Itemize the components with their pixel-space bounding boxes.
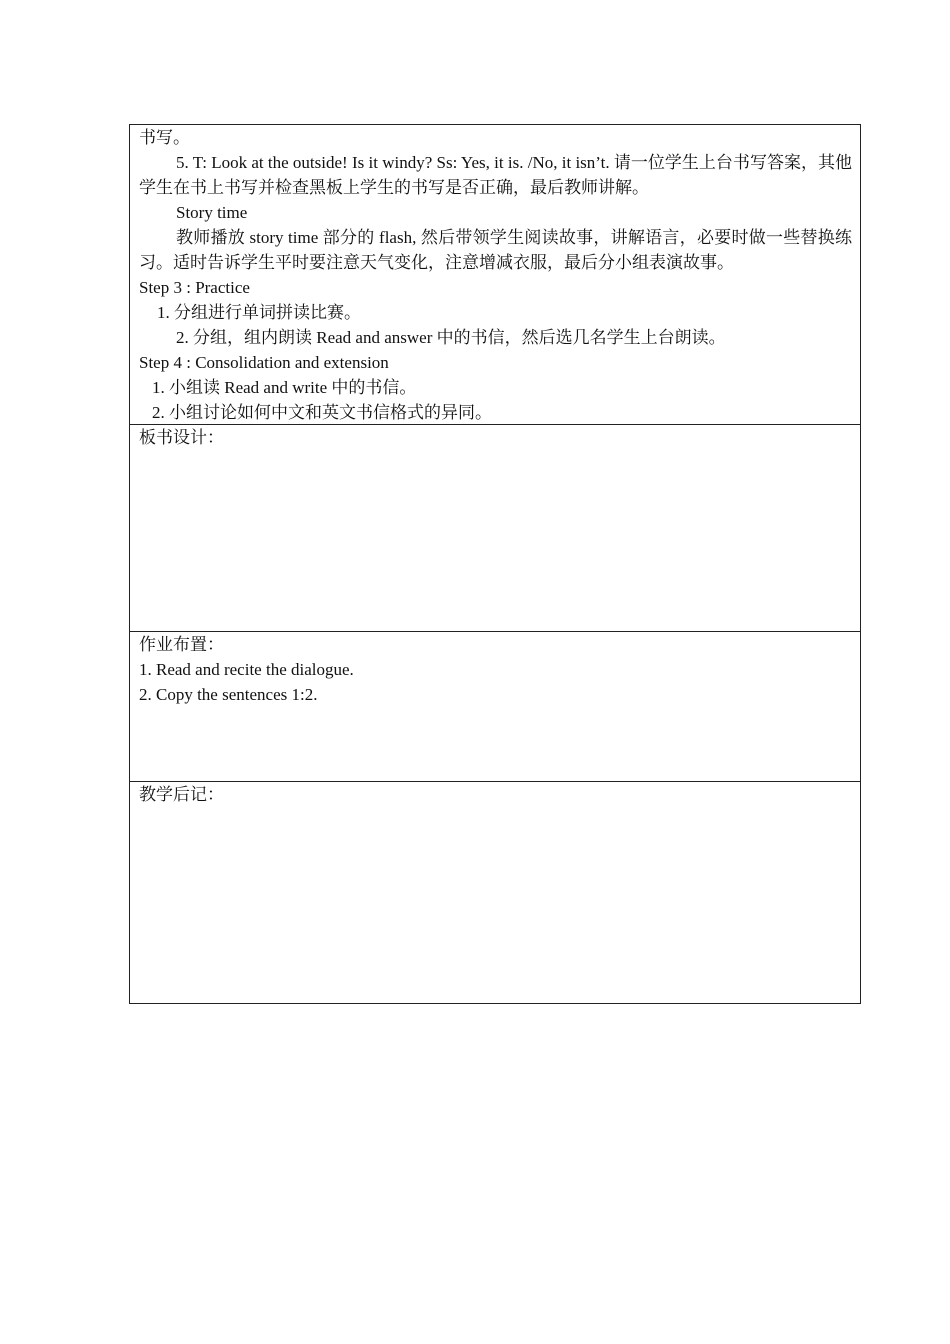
homework-label: 作业布置： — [139, 635, 224, 654]
story-time-paragraph: 教师播放 story time 部分的 flash, 然后带领学生阅读故事，讲解语言，必要时做一些替换练习。适时告诉学生平时要注意天气变化，注意增减衣服，最后分小组表演故事。 — [139, 228, 852, 272]
reflection-label: 教学后记： — [139, 785, 224, 804]
step4-heading: Step 4 : Consolidation and extension — [139, 353, 389, 372]
board-design-label: 板书设计： — [139, 428, 224, 447]
teaching-reflection-cell — [130, 782, 860, 1003]
process-line: 书写。 — [139, 128, 190, 147]
step3-item-1: 1. 分组进行单词拼读比赛。 — [157, 303, 361, 322]
step4-item-2: 2. 小组讨论如何中文和英文书信格式的异同。 — [152, 403, 492, 422]
board-design-cell — [130, 425, 860, 632]
teaching-process-cell — [130, 125, 860, 425]
process-item-5: 5. T: Look at the outside! Is it windy? Ss: Yes, it is. /No, it isn’t. 请一位学生上台书写答案，其他学生在书上书写并检查黑板上学生的书写是否正确，最后教师讲解。 — [139, 153, 852, 197]
lesson-plan-table — [129, 124, 861, 1004]
story-time-heading: Story time — [176, 203, 248, 222]
homework-item: 2. Copy the sentences 1:2. — [139, 685, 318, 704]
homework-cell — [130, 632, 860, 782]
step4-item-1: 1. 小组读 Read and write 中的书信。 — [152, 378, 417, 397]
step3-heading: Step 3 : Practice — [139, 278, 250, 297]
homework-item: 1. Read and recite the dialogue. — [139, 660, 354, 679]
step3-item-2: 2. 分组，组内朗读 Read and answer 中的书信，然后选几名学生上台朗读。 — [176, 328, 726, 347]
